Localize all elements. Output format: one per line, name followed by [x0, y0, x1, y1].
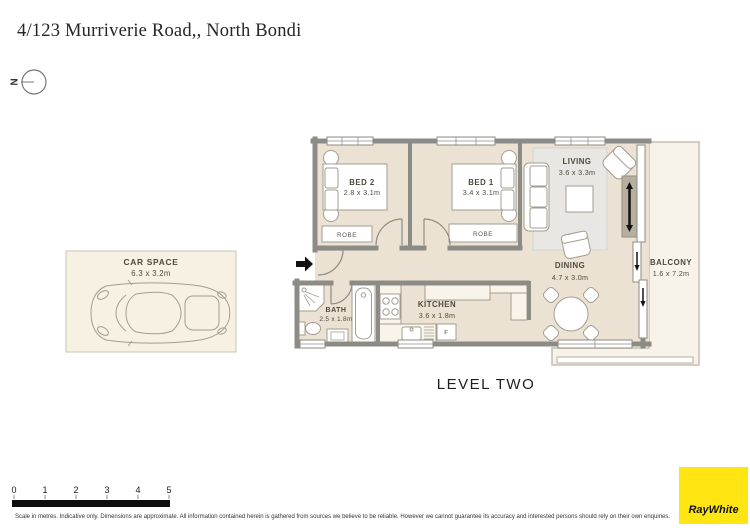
fridge-label: F [444, 329, 449, 337]
page-title: 4/123 Murriverie Road,, North Bondi [17, 21, 302, 41]
pillow-icon [325, 168, 338, 188]
bedside-table-icon [324, 151, 339, 166]
bedroom-1 [449, 151, 517, 243]
car-space-dims: 6.3 x 3.2m [131, 269, 171, 278]
living-label: LIVING [562, 157, 592, 166]
sofa-cushion-icon [530, 208, 547, 228]
window-living [555, 137, 605, 145]
sink-icon [402, 327, 421, 340]
kitchen-cabinet [511, 293, 527, 320]
balcony-dims: 1.6 x 7.2m [652, 269, 690, 278]
car-space [66, 251, 236, 352]
disclaimer: Scale in metres. Indicative only. Dimensions are approximate. All information contained herein is gathered from sources we believe to be reliable. However we cannot guarantee its accuracy and interested persons should rely on their own enquiries. [15, 514, 671, 520]
window-dining [558, 340, 632, 348]
car-space-label: CAR SPACE [123, 257, 179, 267]
toilet-icon [306, 323, 321, 335]
living-dims: 3.6 x 3.3m [558, 168, 596, 177]
chair-icon [561, 231, 591, 260]
kitchen-label: KITCHEN [417, 300, 457, 309]
bed2-dims: 2.8 x 3.1m [343, 188, 381, 197]
bed2-label: BED 2 [349, 178, 375, 187]
scale-tick-label: 5 [166, 485, 172, 495]
scale-tick-label: 3 [104, 485, 110, 495]
scale-tick-label: 2 [73, 485, 79, 495]
dining-label: DINING [554, 261, 586, 270]
balcony-railing [557, 357, 693, 363]
pillow-icon [501, 168, 514, 188]
pillow-icon [325, 190, 338, 210]
pillow-icon [501, 190, 514, 210]
bath-label: BATH [325, 307, 347, 314]
scale-bar-rect [12, 500, 170, 507]
window-bed2 [327, 137, 373, 145]
sofa-cushion-icon [530, 166, 547, 186]
scale-tick-label: 4 [135, 485, 141, 495]
brand-logo-text: RayWhite [688, 504, 739, 516]
coffee-table-icon [566, 186, 593, 212]
bed1-dims: 3.4 x 3.1m [462, 188, 500, 197]
window-bath [300, 340, 325, 348]
north-letter: N [7, 78, 19, 86]
dining-dims: 4.7 x 3.0m [551, 273, 589, 282]
scale-tick-label: 1 [42, 485, 48, 495]
stove-icon [380, 294, 400, 319]
bed1-label: BED 1 [468, 178, 494, 187]
balcony-label: BALCONY [649, 258, 693, 267]
sofa-cushion-icon [530, 187, 547, 207]
robe-bed1-label: ROBE [473, 231, 493, 238]
brand-logo [679, 467, 748, 524]
bedside-table-icon [502, 151, 517, 166]
window-kitchen [398, 340, 433, 348]
kitchen-dims: 3.6 x 1.8m [418, 311, 456, 320]
dining-table-icon [554, 297, 588, 331]
level-label: LEVEL TWO [436, 376, 536, 393]
window-bed1 [437, 137, 495, 145]
scale-tick-label: 0 [11, 485, 17, 495]
kitchen-counter [425, 283, 490, 300]
bath-dims: 2.5 x 1.8m [319, 316, 353, 323]
robe-bed2-label: ROBE [337, 232, 357, 239]
toilet-tank-icon [299, 322, 305, 335]
